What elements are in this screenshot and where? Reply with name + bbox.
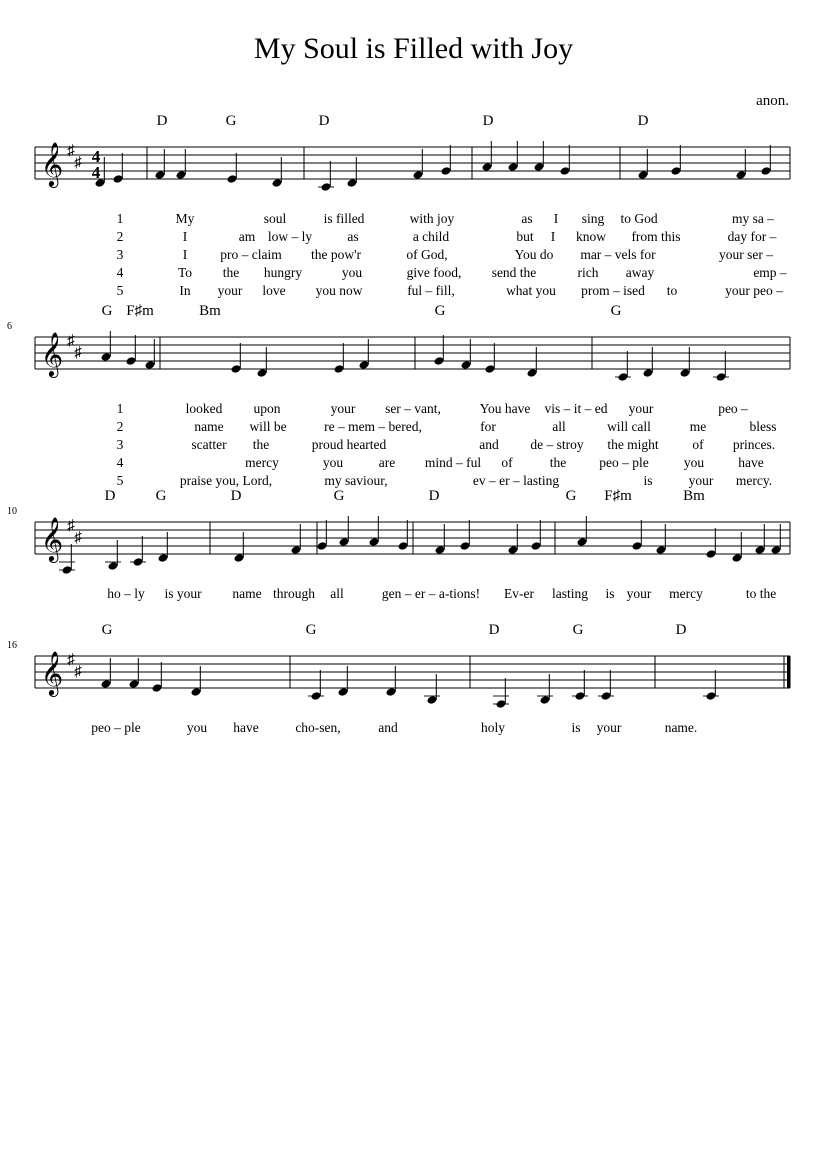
chord-symbol: F♯m [126,303,154,319]
time-signature-bottom: 4 [91,163,101,182]
lyric-syllable: and [378,720,398,735]
lyric-syllable: away [625,265,655,280]
lyric-syllable: mercy [669,586,703,601]
lyric-syllable: have [738,455,764,470]
lyric-syllable: the [252,437,270,452]
lyric-syllable: is [605,586,615,601]
lyric-syllable: mercy [245,455,279,470]
lyric-syllable: peo – [718,401,748,416]
lyric-syllable: your ser – [719,247,773,262]
lyric-syllable: of [692,437,704,452]
staff-system-1 [35,141,790,192]
lyric-syllable: am [238,229,256,244]
lyric-syllable: me [689,419,707,434]
lyric-syllable: I [553,211,559,226]
key-sharp-icon: ♯ [74,155,82,171]
lyric-syllable: name. [664,720,698,735]
lyric-syllable: is [643,473,653,488]
chord-symbol: D [488,622,500,638]
lyric-syllable: mind – ful [424,455,482,470]
lyric-syllable: to [666,283,678,298]
lyric-syllable: love [262,283,286,298]
time-signature-top: 4 [91,147,101,166]
lyric-syllable: your [596,720,622,735]
lyric-syllable: for [480,419,496,434]
lyric-syllable: of [501,455,513,470]
verse-number: 4 [116,455,124,470]
treble-clef-icon: 𝄞 [40,653,64,695]
lyric-syllable: ser – vant, [385,401,441,416]
lyric-syllable: your [628,401,654,416]
lyric-syllable: gen – er – a-tions! [381,586,481,601]
lyric-syllable: is [571,720,581,735]
lyric-syllable: the might [607,437,659,452]
lyric-syllable: upon [253,401,281,416]
treble-clef-icon: 𝄞 [40,334,64,376]
lyric-syllable: prom – ised [581,283,645,298]
song-title: My Soul is Filled with Joy [253,32,574,65]
measure-number: 16 [7,640,17,651]
verse-number: 4 [116,265,124,280]
lyric-syllable: looked [185,401,223,416]
lyric-syllable: vis – it – ed [544,401,608,416]
lyric-syllable: from this [631,229,681,244]
key-sharp-icon: ♯ [74,345,82,361]
chord-symbol: D [104,488,116,504]
lyric-syllable: Ev-er [504,586,534,601]
lyric-syllable: but [516,229,534,244]
lyric-syllable: pro – claim [220,247,282,262]
lyric-syllable: rich [577,265,599,280]
chord-symbol: D [428,488,440,504]
lyric-syllable: your [217,283,243,298]
lyric-syllable: is filled [323,211,365,226]
lyric-syllable: cho-sen, [295,720,341,735]
chord-symbol: G [572,622,584,638]
lyric-syllable: are [378,455,396,470]
key-sharp-icon: ♯ [67,652,75,668]
treble-clef-icon: 𝄞 [40,519,64,561]
lyric-syllable: to the [745,586,777,601]
lyric-syllable: I [182,229,188,244]
verse-number: 5 [116,473,124,488]
chord-symbol: D [482,113,494,129]
lyric-syllable: sing [581,211,605,226]
lyric-syllable: soul [263,211,287,226]
verse-number: 1 [116,211,124,226]
lyric-syllable: have [233,720,259,735]
treble-clef-icon: 𝄞 [40,144,64,186]
staff-system-2 [35,331,790,382]
chord-symbol: D [675,622,687,638]
key-sharp-icon: ♯ [74,530,82,546]
lyric-syllable: re – mem – bered, [324,419,422,434]
measure-number: 6 [7,321,12,332]
lyric-syllable: and [479,437,499,452]
lyric-syllable: as [521,211,533,226]
lyric-syllable: the [549,455,567,470]
key-sharp-icon: ♯ [67,333,75,349]
lyric-syllable: you [186,720,208,735]
lyric-syllable: mar – vels for [580,247,656,262]
measure-number: 10 [7,506,17,517]
lyric-syllable: give food, [406,265,462,280]
chord-symbol: D [318,113,330,129]
chord-symbol: D [156,113,168,129]
lyric-syllable: praise you, Lord, [179,473,273,488]
lyric-syllable: know [576,229,606,244]
lyric-syllable: lasting [552,586,588,601]
lyric-syllable: you [683,455,705,470]
lyric-syllable: will call [607,419,651,434]
lyric-syllable: scatter [191,437,227,452]
lyric-syllable: all [552,419,566,434]
lyric-syllable: name [232,586,262,601]
lyric-syllable: hungry [263,265,303,280]
lyric-syllable: is your [164,586,202,601]
chord-symbol: G [155,488,167,504]
lyric-syllable: your peo – [725,283,783,298]
lyric-syllable: my sa – [732,211,774,226]
chord-symbol: G [101,303,113,319]
lyric-syllable: peo – ple [599,455,649,470]
lyric-syllable: what you [506,283,556,298]
verse-number: 1 [116,401,124,416]
lyric-syllable: princes. [732,437,776,452]
lyric-syllable: ev – er – lasting [472,473,560,488]
lyric-syllable: to God [620,211,658,226]
chord-symbol: Bm [199,303,221,319]
verse-number: 2 [116,419,124,434]
lyric-syllable: I [182,247,188,262]
lyric-syllable: through [273,586,315,601]
lyric-syllable: my saviour, [324,473,388,488]
lyric-syllable: your [330,401,356,416]
verse-number: 3 [116,437,124,452]
key-sharp-icon: ♯ [67,518,75,534]
chord-symbol: G [305,622,317,638]
lyric-syllable: name [194,419,224,434]
staff-system-4 [35,656,791,709]
chord-symbol: G [565,488,577,504]
lyric-syllable: de – stroy [530,437,584,452]
key-sharp-icon: ♯ [74,664,82,680]
lyric-syllable: you [322,455,344,470]
key-sharp-icon: ♯ [67,143,75,159]
lyric-syllable: I [550,229,556,244]
lyric-syllable: as [347,229,359,244]
lyric-syllable: You do [514,247,554,262]
lyric-syllable: the [222,265,240,280]
lyric-syllable: your [688,473,714,488]
chord-symbol: Bm [683,488,705,504]
lyric-syllable: you now [315,283,363,298]
chord-symbol: D [230,488,242,504]
lyric-syllable: holy [480,720,506,735]
lyric-syllable: of God, [406,247,448,262]
chord-symbol: G [101,622,113,638]
lyric-syllable: My [175,211,195,226]
lyric-syllable: ful – fill, [407,283,455,298]
chord-symbol: F♯m [604,488,632,504]
lyric-syllable: your [626,586,652,601]
staff-system-3 [35,516,790,575]
lyric-syllable: will be [249,419,287,434]
lyric-syllable: You have [479,401,531,416]
lyric-syllable: low – ly [267,229,313,244]
lyric-syllable: mercy. [735,473,773,488]
lyric-syllable: bless [749,419,777,434]
verse-number: 3 [116,247,124,262]
chord-symbol: G [610,303,622,319]
lyric-syllable: In [179,283,191,298]
lyric-syllable: a child [412,229,450,244]
composer-credit: anon. [756,93,789,109]
lyric-syllable: emp – [753,265,787,280]
lyric-syllable: peo – ple [91,720,141,735]
chord-symbol: G [225,113,237,129]
verse-number: 2 [116,229,124,244]
verse-number: 5 [116,283,124,298]
chord-symbol: G [434,303,446,319]
lyric-syllable: with joy [409,211,455,226]
final-barline [787,656,791,688]
lyric-syllable: the pow'r [310,247,362,262]
lyric-syllable: To [177,265,193,280]
chord-symbol: D [637,113,649,129]
lyric-syllable: all [330,586,344,601]
chord-symbol: G [333,488,345,504]
lyric-syllable: you [341,265,363,280]
lyric-syllable: send the [491,265,537,280]
lyric-syllable: ho – ly [107,586,145,601]
lyric-syllable: proud hearted [311,437,387,452]
lyric-syllable: day for – [727,229,777,244]
